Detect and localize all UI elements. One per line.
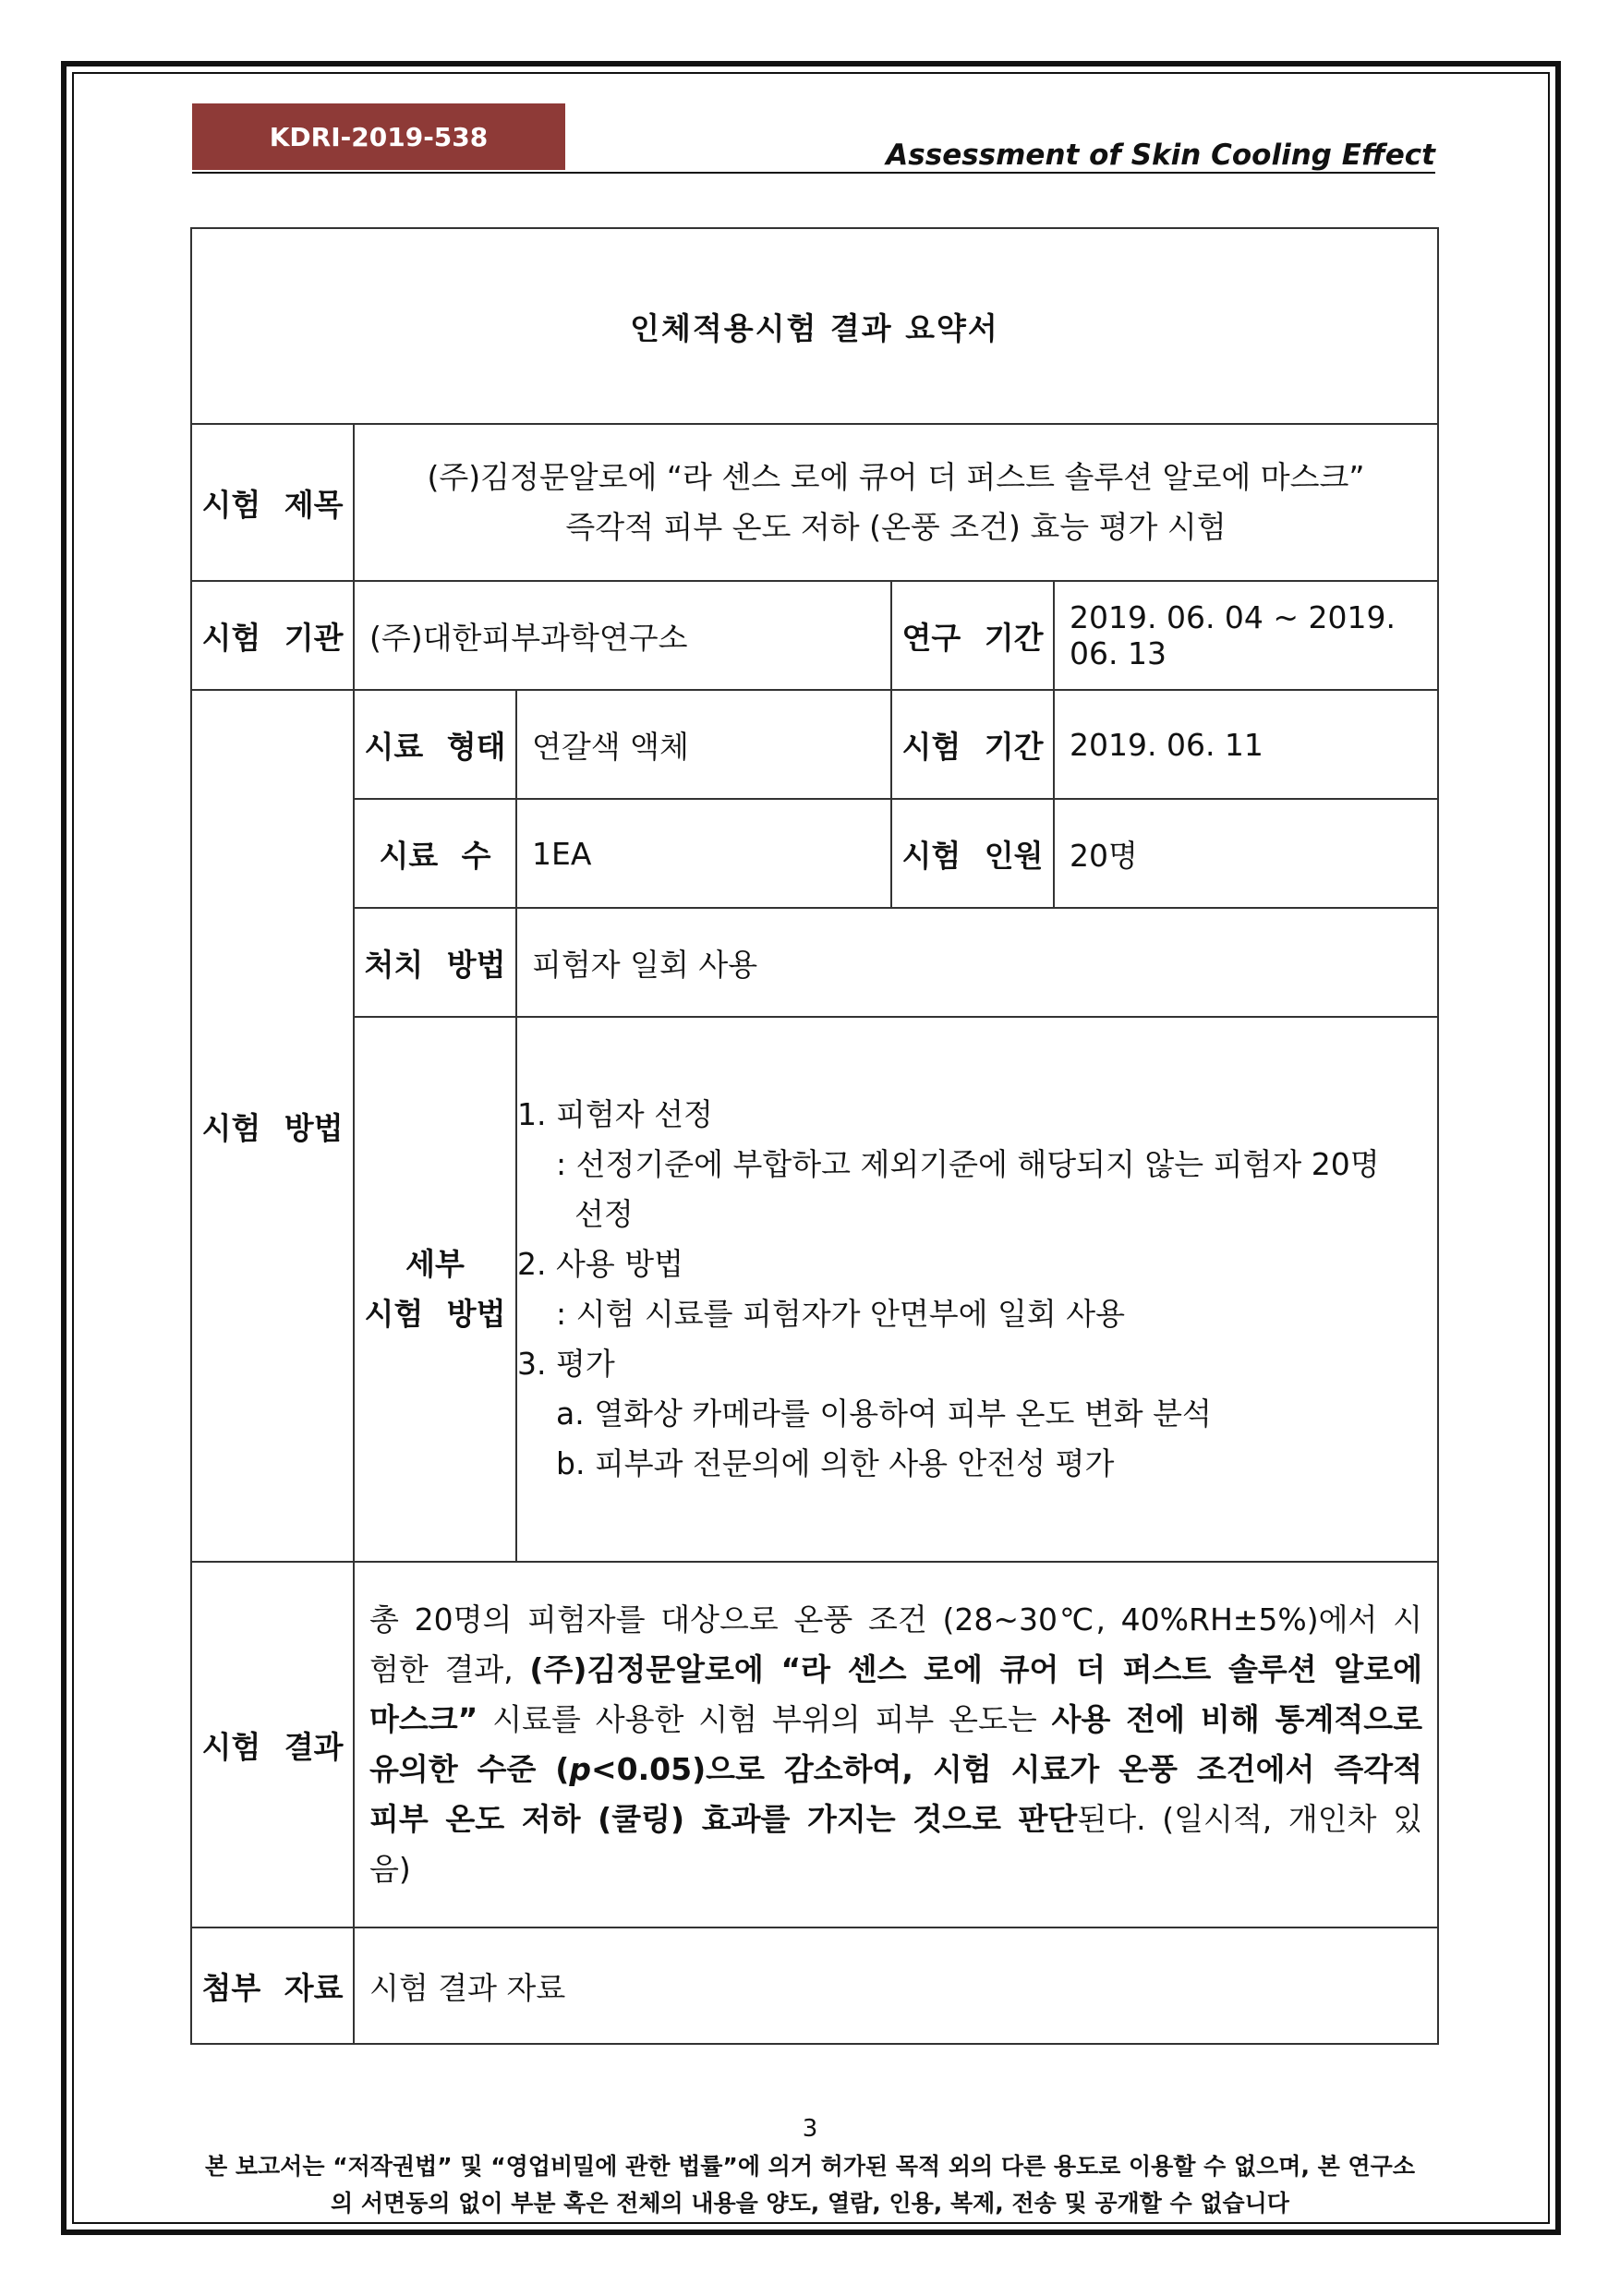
notice-line-1: 본 보고서는 “저작권법” 및 “영업비밀에 관한 법률”에 의거 허가된 목적 외의 다른 용도로 이용할 수 없으며, 본 연구소 [205, 2153, 1415, 2180]
detail-line: b. 피부과 전문의에 의한 사용 안전성 평가 [556, 1445, 1115, 1481]
result-text [354, 1562, 1438, 1927]
participants-value: 20명 [1054, 799, 1438, 908]
institution-row [191, 581, 1438, 690]
test-date-value: 2019. 06. 11 [1054, 690, 1438, 799]
institution-label: 시험 기관 [191, 581, 354, 690]
sample-count-row [191, 799, 1438, 908]
detail-line: : 선정기준에 부합하고 제외기준에 해당되지 않는 피험자 20명 [556, 1146, 1380, 1182]
attachment-label: 첨부 자료 [191, 1927, 354, 2044]
institution-value: (주)대한피부과학연구소 [354, 581, 891, 690]
detail-label-line-2: 시험 방법 [364, 1296, 506, 1332]
detail-line: 선정 [574, 1196, 634, 1232]
subject-row [191, 424, 1438, 581]
document-title: 인체적용시험 결과 요약서 [191, 228, 1438, 424]
result-segment: 된다. (일시적, 개인차 있음) [369, 1801, 1422, 1887]
detail-line: a. 열화상 카메라를 이용하여 피부 온도 변화 분석 [556, 1396, 1212, 1432]
detail-line: 3. 평가 [517, 1346, 615, 1382]
treatment-row [191, 908, 1438, 1017]
detail-line: : 시험 시료를 피험자가 안면부에 일회 사용 [556, 1296, 1125, 1332]
treatment-label: 처치 방법 [354, 908, 516, 1017]
result-label: 시험 결과 [191, 1562, 354, 1927]
detail-label-line-1: 세부 [405, 1246, 465, 1282]
detail-method-row [191, 1017, 1438, 1562]
period-label: 연구 기간 [891, 581, 1054, 690]
title-row [191, 228, 1438, 424]
sample-count-value: 1EA [516, 799, 891, 908]
attachment-row [191, 1927, 1438, 2044]
attachment-value: 시험 결과 자료 [354, 1927, 1438, 2044]
confidentiality-notice [166, 2148, 1454, 2222]
subject-line-1: (주)김정문알로에 “라 센스 로에 큐어 더 퍼스트 솔루션 알로에 마스크” [427, 459, 1365, 495]
detail-method-label [354, 1017, 516, 1562]
subject-value [354, 424, 1438, 581]
result-p-symbol: p [569, 1751, 592, 1787]
result-significance: 사용 전에 비해 통계적으로 유의한 수준 ( [369, 1701, 1422, 1787]
subject-line-2: 즉각적 피부 온도 저하 (온풍 조건) 효능 평가 시험 [565, 509, 1227, 545]
result-product-name: (주)김정문알로에 “라 센스 로에 큐어 더 퍼스트 솔루션 알로에 마스크” [369, 1651, 1422, 1737]
sample-form-row [191, 690, 1438, 799]
result-row [191, 1562, 1438, 1927]
result-conclusion: <0.05)으로 감소하여, 시험 시료가 온풍 조건에서 즉각적 피부 온도 저하 (쿨링) 효과를 가지는 것으로 판단 [369, 1751, 1422, 1837]
result-segment: 시료를 사용한 시험 부위의 피부 온도는 [478, 1701, 1052, 1737]
sample-count-label: 시료 수 [354, 799, 516, 908]
sample-form-label: 시료 형태 [354, 690, 516, 799]
period-value: 2019. 06. 04 ~ 2019. 06. 13 [1054, 581, 1438, 690]
notice-line-2: 의 서면동의 없이 부분 혹은 전체의 내용을 양도, 열람, 인용, 복제, 전송 및 공개할 수 없습니다 [331, 2190, 1289, 2217]
sample-form-value: 연갈색 액체 [516, 690, 891, 799]
detail-method-list [516, 1017, 1438, 1562]
result-segment: 총 20명의 피험자를 대상으로 온풍 조건 (28~30℃, 40%RH±5%)에서 시험한 결과, [369, 1601, 1422, 1687]
page-number: 3 [802, 2115, 818, 2143]
document-id-badge: KDRI-2019-538 [192, 103, 565, 170]
summary-table [190, 227, 1439, 2045]
header-divider [192, 172, 1435, 174]
test-date-label: 시험 기간 [891, 690, 1054, 799]
participants-label: 시험 인원 [891, 799, 1054, 908]
detail-line: 2. 사용 방법 [517, 1246, 683, 1282]
treatment-value: 피험자 일회 사용 [516, 908, 1438, 1017]
report-header-title: Assessment of Skin Cooling Effect [886, 139, 1435, 172]
detail-line: 1. 피험자 선정 [517, 1096, 713, 1132]
subject-label: 시험 제목 [191, 424, 354, 581]
method-label: 시험 방법 [191, 690, 354, 1562]
